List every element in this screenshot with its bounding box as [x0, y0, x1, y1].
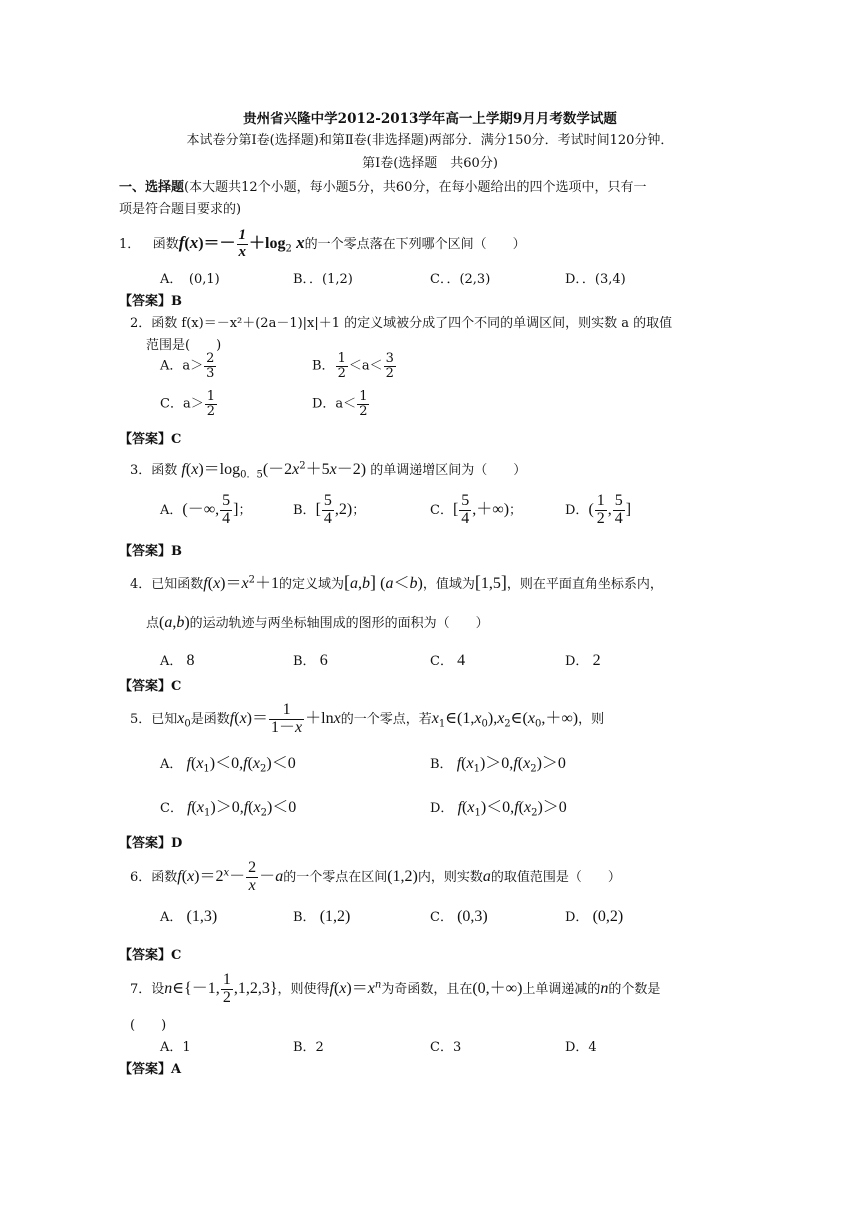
section-desc-line2: 项是符合题目要求的) — [119, 202, 242, 217]
question-4-line2: 点(a,b)的运动轨迹与两坐标轴围成的图形的面积为（ ） — [146, 614, 489, 631]
q4-answer: 【答案】C — [119, 679, 182, 694]
q5-answer: 【答案】D — [119, 836, 183, 851]
q5-option-c: C． $f(x_1)>0,f(x_2)<0$ — [160, 799, 297, 819]
q7-option-b: B．2 — [293, 1040, 324, 1055]
q1-answer: 【答案】B — [119, 294, 182, 309]
q1-formula: f — [178, 232, 185, 252]
q5-option-b: B． $f(x_1)>0,f(x_2)>0$ — [430, 755, 566, 775]
q2-line2: 范围是( ) — [146, 338, 222, 353]
section-label: 一、选择题 — [119, 180, 185, 195]
exam-intro: 本试卷分第Ⅰ卷(选择题)和第Ⅱ卷(非选择题)两部分．满分150分．考试时间120分钟． — [186, 133, 674, 148]
q7-answer: 【答案】A — [119, 1062, 182, 1077]
q5-option-a: A． $f(x_1)<0,f(x_2)<0$ — [160, 755, 296, 775]
q1-option-a: A． (0,1) — [160, 272, 220, 287]
q7-option-c: C．3 — [430, 1040, 462, 1055]
q7-option-d: D．4 — [565, 1040, 597, 1055]
q1-number: 1． — [119, 236, 141, 252]
question-7: 7．设n∈{－1, $\frac{1}{2}$ ,1,2,3}，则使得$f(x)=x^n$为奇函数，且在(0,＋∞)上单调递减的n的个数是 — [130, 971, 661, 1006]
q5-option-d: D． $f(x_1)<0,f(x_2)>0$ — [430, 799, 567, 819]
section-description — [119, 176, 646, 195]
q3-answer: 【答案】B — [119, 544, 182, 559]
q1-option-b: B．．(1,2) — [293, 272, 353, 287]
q2-answer: 【答案】C — [119, 432, 182, 447]
q4-option-c: C． 4 — [430, 652, 466, 669]
question-1: 1． 函数f(x)＝－ $\frac{1}{x}$ $+\log_2$ x的一个零点落在下列哪个区间（ ） — [119, 227, 526, 260]
q4-option-d: D． 2 — [565, 652, 601, 669]
section-desc-line1: (本大题共12个小题，每小题5分，共60分，在每小题给出的四个选项中，只有一 — [184, 180, 647, 195]
q1-pre: 函数 — [152, 236, 179, 252]
q3-option-b: B．[ $\frac{5}{4}$ ,2)； — [293, 492, 366, 527]
q3-option-d: D．( $\frac{1}{2}$ , $\frac{5}{4}$ ] — [565, 492, 632, 527]
q3-option-c: C．[ $\frac{5}{4}$ ,＋∞)； — [430, 492, 523, 527]
q6-option-b: B． (1,2) — [293, 908, 351, 925]
question-5: 5．已知$x_0$是函数f(x)＝ $\frac{1}{1-x}$ ＋lnx的一个零点，若$x_1\in(1,x_0),x_2\in(x_0,+\infty)$，则 — [130, 701, 605, 736]
question-6: 6．函数$f(x)=2^x-$ $\frac{2}{x}$ －a的一个零点在区间(1,2)内，则实数a的取值范围是（ ） — [130, 859, 621, 894]
q2-option-c: C．a＞ $\frac{1}{2}$ — [160, 389, 215, 419]
q1-option-d: D．．(3,4) — [565, 272, 626, 287]
q4-option-a: A． 8 — [160, 652, 195, 669]
q2-option-d: D．a＜ $\frac{1}{2}$ — [312, 389, 368, 419]
q7-option-a: A．1 — [160, 1040, 191, 1055]
q7-line2: ( ) — [130, 1018, 167, 1033]
q3-option-a: A．(－∞, $\frac{5}{4}$ ]； — [160, 492, 252, 527]
q2-option-b: B． $\frac{1}{2}$ ＜a＜ $\frac{3}{2}$ — [312, 351, 394, 381]
q2-line1: 2．函数 f(x)＝－x²＋(2a－1)|x|＋1 的定义域被分成了四个不同的单调区间，则实数 a 的取值 — [130, 316, 673, 331]
q1-option-c: C．．(2,3) — [430, 272, 491, 287]
q2-option-a: A．a＞ $\frac{2}{3}$ — [160, 351, 215, 381]
page-title: 贵州省兴隆中学2012-2013学年高一上学期9月月考数学试题 — [243, 111, 617, 127]
q4-option-b: B． 6 — [293, 652, 328, 669]
question-4-line1: 4．已知函数$f(x)=x^2+1$的定义域为[a,b] (a＜b)，值域为[1,5]，则在平面直角坐标系内， — [130, 572, 663, 592]
q6-answer: 【答案】C — [119, 948, 182, 963]
part-one-heading: 第Ⅰ卷(选择题 共60分) — [362, 156, 498, 171]
question-3: 3．函数 $f(x)=\log_{0.5}(-2x^2+5x-2)$ 的单调递增区间为（ ） — [130, 460, 527, 481]
q3-formula: f — [181, 461, 186, 478]
q1-post: 的一个零点落在下列哪个区间（ ） — [304, 236, 526, 252]
q6-option-d: D． (0,2) — [565, 908, 624, 925]
q6-option-c: C． (0,3) — [430, 908, 488, 925]
q6-option-a: A． (1,3) — [160, 908, 218, 925]
